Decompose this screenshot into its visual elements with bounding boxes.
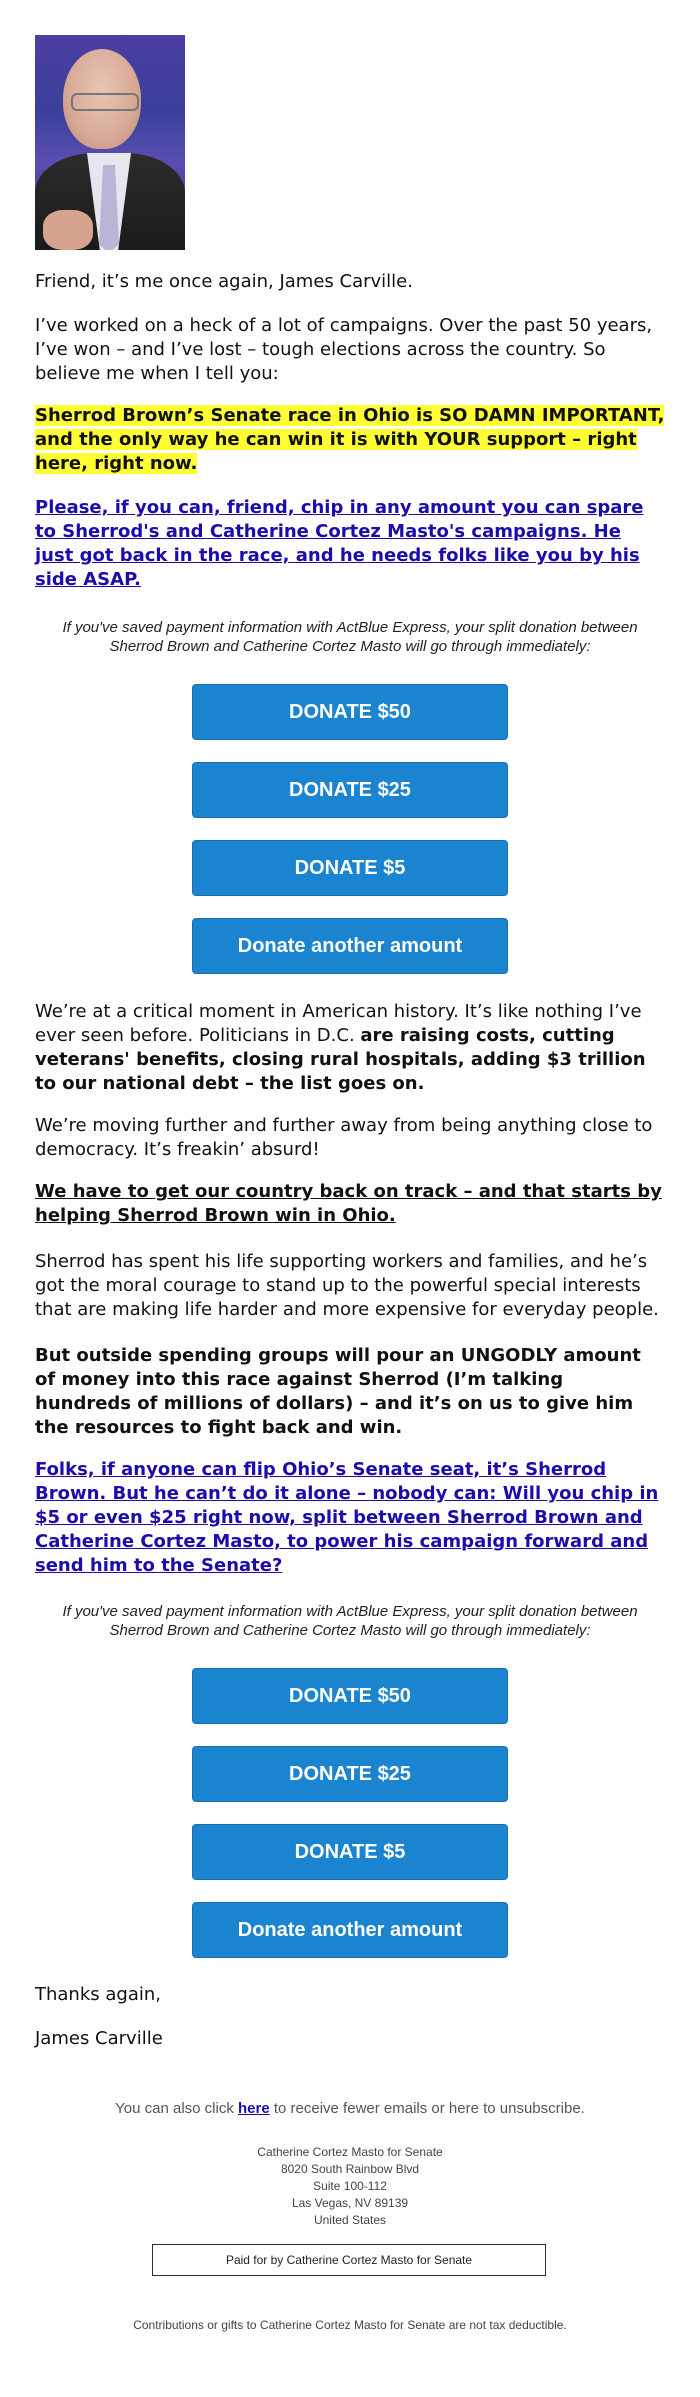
sherrod-paragraph: Sherrod has spent his life supporting workers and families, and he’s got the moral courage to stand up to the powerful special interests that are making life harder and more expensive for everyday people. — [35, 1251, 659, 1320]
appeal-paragraph-1 — [35, 496, 665, 592]
donate-5-button-2[interactable]: DONATE $5 — [192, 1824, 508, 1880]
track-paragraph — [35, 1180, 665, 1228]
james-carville-photo — [35, 35, 185, 250]
donate-50-button[interactable]: DONATE $50 — [192, 684, 508, 740]
appeal-link-1[interactable]: Please, if you can, friend, chip in any amount you can spare to Sherrod's and Catherine Cortez Masto's campaigns. He just got back in the race, and he needs folks like you by his side ASAP. — [35, 497, 644, 590]
fewer-prefix: You can also click — [115, 2100, 238, 2117]
photo-hand — [43, 210, 93, 250]
donate-other-button-2[interactable]: Donate another amount — [192, 1902, 508, 1958]
thanks-line: Thanks again, — [35, 1984, 161, 2005]
tax-disclaimer: Contributions or gifts to Catherine Cortez Masto for Senate are not tax deductible. — [133, 2318, 567, 2332]
address-line: Suite 100-112 — [313, 2179, 387, 2193]
highlight-paragraph — [35, 404, 665, 476]
paid-for-box: Paid for by Catherine Cortez Masto for Senate — [152, 2244, 546, 2276]
donate-25-button-2[interactable]: DONATE $25 — [192, 1746, 508, 1802]
donate-other-button[interactable]: Donate another amount — [192, 918, 508, 974]
donate-5-button[interactable]: DONATE $5 — [192, 840, 508, 896]
address-line: United States — [313, 2213, 387, 2227]
address-line: Las Vegas, NV 89139 — [291, 2196, 409, 2210]
appeal-link-2[interactable]: Folks, if anyone can flip Ohio’s Senate seat, it’s Sherrod Brown. But he can’t do it alone – nobody can: Will you chip in $5 or even $25 right now, split between Sherrod Brown and Catherine Cortez Masto, to power his campaign forward and send him to the Senate? — [35, 1459, 659, 1576]
greeting: Friend, it’s me once again, James Carville. — [35, 271, 413, 292]
moment-bold: are raising costs, cutting veterans' benefits, closing rural hospitals, adding $3 trillion to our national debt – the list goes on. — [35, 1025, 646, 1094]
track-text: We have to get our country back on track – and that starts by helping Sherrod Brown win in Ohio. — [35, 1181, 662, 1226]
photo-glasses — [71, 93, 139, 111]
fewer-emails-line — [0, 2100, 700, 2117]
donate-50-button-2[interactable]: DONATE $50 — [192, 1668, 508, 1724]
donate-25-button[interactable]: DONATE $25 — [192, 762, 508, 818]
mailing-address — [0, 2144, 700, 2229]
fewer-emails-link[interactable]: here — [238, 2100, 270, 2117]
moment-paragraph — [35, 1000, 665, 1096]
fewer-suffix: to receive fewer emails or here to unsubscribe. — [269, 2100, 585, 2117]
highlight-text: Sherrod Brown’s Senate race in Ohio is SO DAMN IMPORTANT, and the only way he can win it is with YOUR support – right here, right now. — [35, 405, 665, 474]
democracy-paragraph: We’re moving further and further away from being anything close to democracy. It’s freakin’ absurd! — [35, 1115, 653, 1160]
moment-plain: We’re at a critical moment in American history. It’s like nothing I’ve ever seen before. Politicians in D.C. — [35, 1001, 642, 1046]
express-note-1: If you've saved payment information with ActBlue Express, your split donation between Sherrod Brown and Catherine Cortez Masto will go through immediately: — [62, 619, 638, 655]
appeal-paragraph-2 — [35, 1458, 665, 1578]
signature: James Carville — [35, 2028, 163, 2049]
express-note-2: If you've saved payment information with ActBlue Express, your split donation between Sherrod Brown and Catherine Cortez Masto will go through immediately: — [62, 1603, 638, 1639]
outside-spending-paragraph: But outside spending groups will pour an UNGODLY amount of money into this race against Sherrod (I’m talking hundreds of millions of dollars) – and it’s on us to give him the resources to fight back and win. — [35, 1345, 641, 1438]
address-line: Catherine Cortez Masto for Senate — [257, 2145, 443, 2159]
address-line: 8020 South Rainbow Blvd — [280, 2162, 420, 2176]
intro-paragraph: I’ve worked on a heck of a lot of campaigns. Over the past 50 years, I’ve won – and I’ve lost – tough elections across the country. So believe me when I tell you: — [35, 315, 653, 384]
